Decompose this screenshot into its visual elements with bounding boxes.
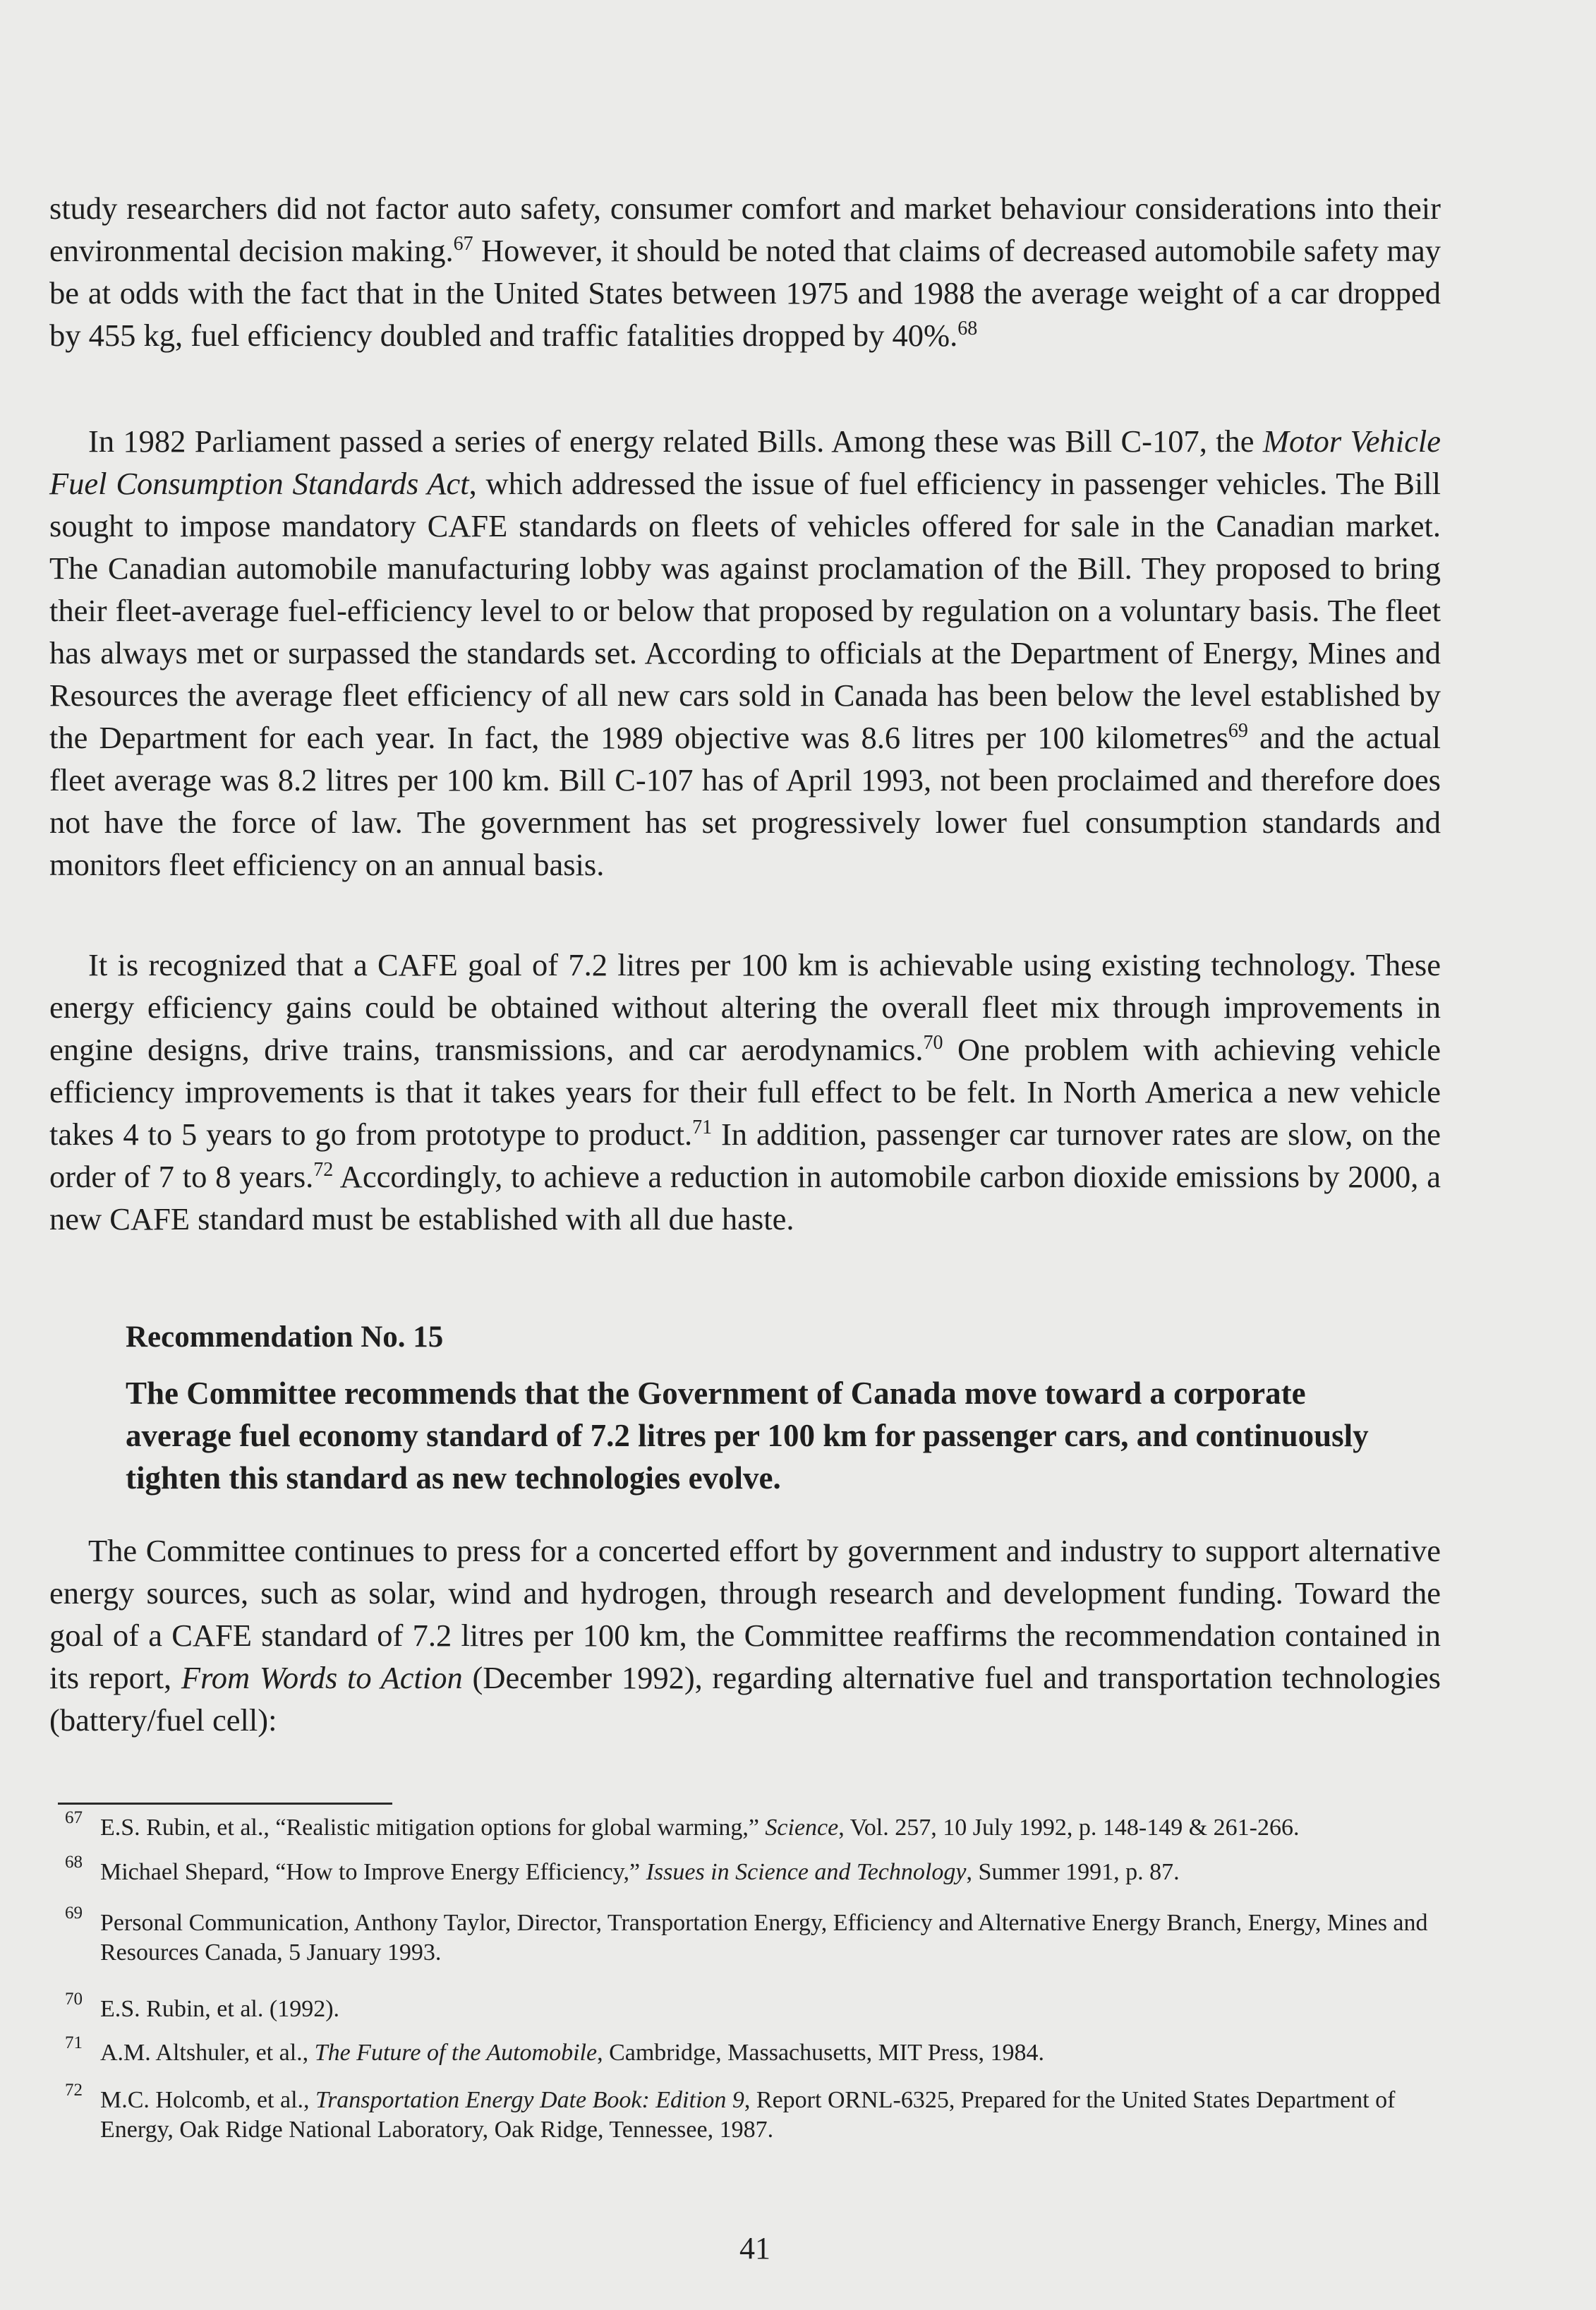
paragraph-committee xyxy=(49,1529,1441,1741)
paragraph-continuation xyxy=(49,187,1441,356)
report-title: From Words to Action xyxy=(181,1660,463,1695)
footnote-number: 72 xyxy=(65,2081,83,2100)
footnote-number: 71 xyxy=(65,2033,83,2052)
footnote-72 xyxy=(65,2081,1462,2145)
paragraph-text: One problem with achieving vehicle efficiency improvements is that it takes years for their full effect to be felt. In North America a new vehicle takes 4 to 5 years to go from prototype to product. xyxy=(49,1032,1441,1152)
footnote-ref-69: 69 xyxy=(1228,720,1248,742)
paragraph-text: study researchers did not factor auto safety, consumer comfort and market behaviour considerations into their environmental decision making. xyxy=(49,191,1441,268)
footnote-68 xyxy=(65,1853,1462,1887)
recommendation-text: The Committee recommends that the Government of Canada move toward a corporate average fuel economy standard of 7.2 litres per 100 km for passenger cars, and continuously tighten this standard as new technologies evolve. xyxy=(126,1376,1369,1496)
footnote-ref-72: 72 xyxy=(313,1159,334,1181)
paragraph-text: (December 1992), regarding alternative fuel and transportation technologies (battery/fuel cell): xyxy=(49,1660,1441,1738)
footnote-text-part: E.S. Rubin, et al., “Realistic mitigation options for global warming,” xyxy=(100,1815,766,1841)
footnote-italic: Science xyxy=(765,1815,839,1841)
footnote-text-part: , Summer 1991, p. 87. xyxy=(966,1859,1180,1885)
footnote-text xyxy=(100,1995,1462,2024)
paragraph-bill-c107 xyxy=(49,420,1441,886)
paragraph-cafe-goal xyxy=(49,944,1441,1240)
footnote-ref-70: 70 xyxy=(923,1032,943,1054)
footnote-ref-68: 68 xyxy=(957,318,978,340)
footnote-text-part: E.S. Rubin, et al. (1992). xyxy=(100,1996,340,2022)
footnote-divider xyxy=(58,1803,392,1805)
footnote-italic: Transportation Energy Date Book: Edition 9 xyxy=(315,2087,744,2113)
page-number: 41 xyxy=(739,2231,770,2266)
footnote-number: 70 xyxy=(65,1990,83,2009)
footnote-text-part: Personal Communication, Anthony Taylor, Director, Transportation Energy, Efficiency and Alternative Energy Branch, Energy, Mines and Resources Canada, 5 January 1993. xyxy=(100,1910,1428,1966)
paragraph-text: and the actual fleet average was 8.2 litres per 100 km. Bill C-107 has of April 1993, not been proclaimed and therefore does not have the force of law. The government has set progressively lower fuel consumption standards and monitors fleet efficiency on an annual basis. xyxy=(49,720,1441,882)
footnote-text xyxy=(100,2086,1462,2145)
footnote-number: 69 xyxy=(65,1903,83,1923)
paragraph-text: Accordingly, to achieve a reduction in automobile carbon dioxide emissions by 2000, a new CAFE standard must be established with all due haste. xyxy=(49,1159,1441,1237)
footnote-67 xyxy=(65,1808,1462,1843)
act-title: Motor Vehicle Fuel Consumption Standards Act xyxy=(49,423,1441,501)
footnote-69 xyxy=(65,1903,1462,1968)
paragraph-text: In addition, passenger car turnover rates are slow, on the order of 7 to 8 years. xyxy=(49,1117,1441,1194)
footnote-text xyxy=(100,2038,1462,2068)
footnote-text-part: , Vol. 257, 10 July 1992, p. 148-149 & 261-266. xyxy=(838,1815,1300,1841)
footnote-italic: Issues in Science and Technology xyxy=(646,1859,967,1885)
footnote-text-part: , Cambridge, Massachusetts, MIT Press, 1984. xyxy=(597,2040,1045,2066)
footnote-number: 68 xyxy=(65,1853,83,1872)
footnote-text xyxy=(100,1813,1462,1843)
footnote-ref-71: 71 xyxy=(692,1117,713,1139)
footnote-71 xyxy=(65,2033,1462,2068)
paragraph-text: , which addressed the issue of fuel efficiency in passenger vehicles. The Bill sought to impose mandatory CAFE standards on fleets of vehicles offered for sale in the Canadian market. The Canadian automobile manufacturing lobby was against proclamation of the Bill. They proposed to bring their fleet-average fuel-efficiency level to or below that proposed by regulation on a voluntary basis. The fleet has always met or surpassed the standards set. According to officials at the Department of Energy, Mines and Resources the average fleet efficiency of all new cars sold in Canada has been below the level established by the Department for each year. In fact, the 1989 objective was 8.6 litres per 100 kilometres xyxy=(49,466,1441,755)
footnote-number: 67 xyxy=(65,1808,83,1827)
footnote-ref-67: 67 xyxy=(453,233,473,255)
footnote-text xyxy=(100,1858,1462,1887)
paragraph-text: The Committee continues to press for a concerted effort by government and industry to support alternative energy sources, such as solar, wind and hydrogen, through research and development funding. Toward the goal of a CAFE standard of 7.2 litres per 100 km, the Committee reaffirms the recommendation contained in its report, xyxy=(49,1533,1441,1695)
paragraph-text: However, it should be noted that claims of decreased automobile safety may be at odds with the fact that in the United States between 1975 and 1988 the average weight of a car dropped by 455 kg, fuel efficiency doubled and traffic fatalities dropped by 40%. xyxy=(49,233,1441,353)
footnote-italic: The Future of the Automobile xyxy=(314,2040,598,2066)
footnote-text-part: M.C. Holcomb, et al., xyxy=(100,2087,316,2113)
paragraph-text: It is recognized that a CAFE goal of 7.2 litres per 100 km is achievable using existing technology. These energy efficiency gains could be obtained without altering the overall fleet mix through improvements in engine designs, drive trains, transmissions, and car aerodynamics. xyxy=(49,947,1441,1067)
footnote-text-part: A.M. Altshuler, et al., xyxy=(100,2040,315,2066)
footnote-text-part: Michael Shepard, “How to Improve Energy Efficiency,” xyxy=(100,1859,646,1885)
paragraph-text: In 1982 Parliament passed a series of energy related Bills. Among these was Bill C-107, the xyxy=(88,423,1263,459)
footnote-text xyxy=(100,1908,1462,1968)
footnote-text-part: , Report ORNL-6325, Prepared for the United States Department of Energy, Oak Ridge National Laboratory, Oak Ridge, Tennessee, 1987. xyxy=(100,2087,1396,2143)
footnote-70 xyxy=(65,1990,1462,2024)
recommendation-heading: Recommendation No. 15 xyxy=(126,1321,444,1354)
